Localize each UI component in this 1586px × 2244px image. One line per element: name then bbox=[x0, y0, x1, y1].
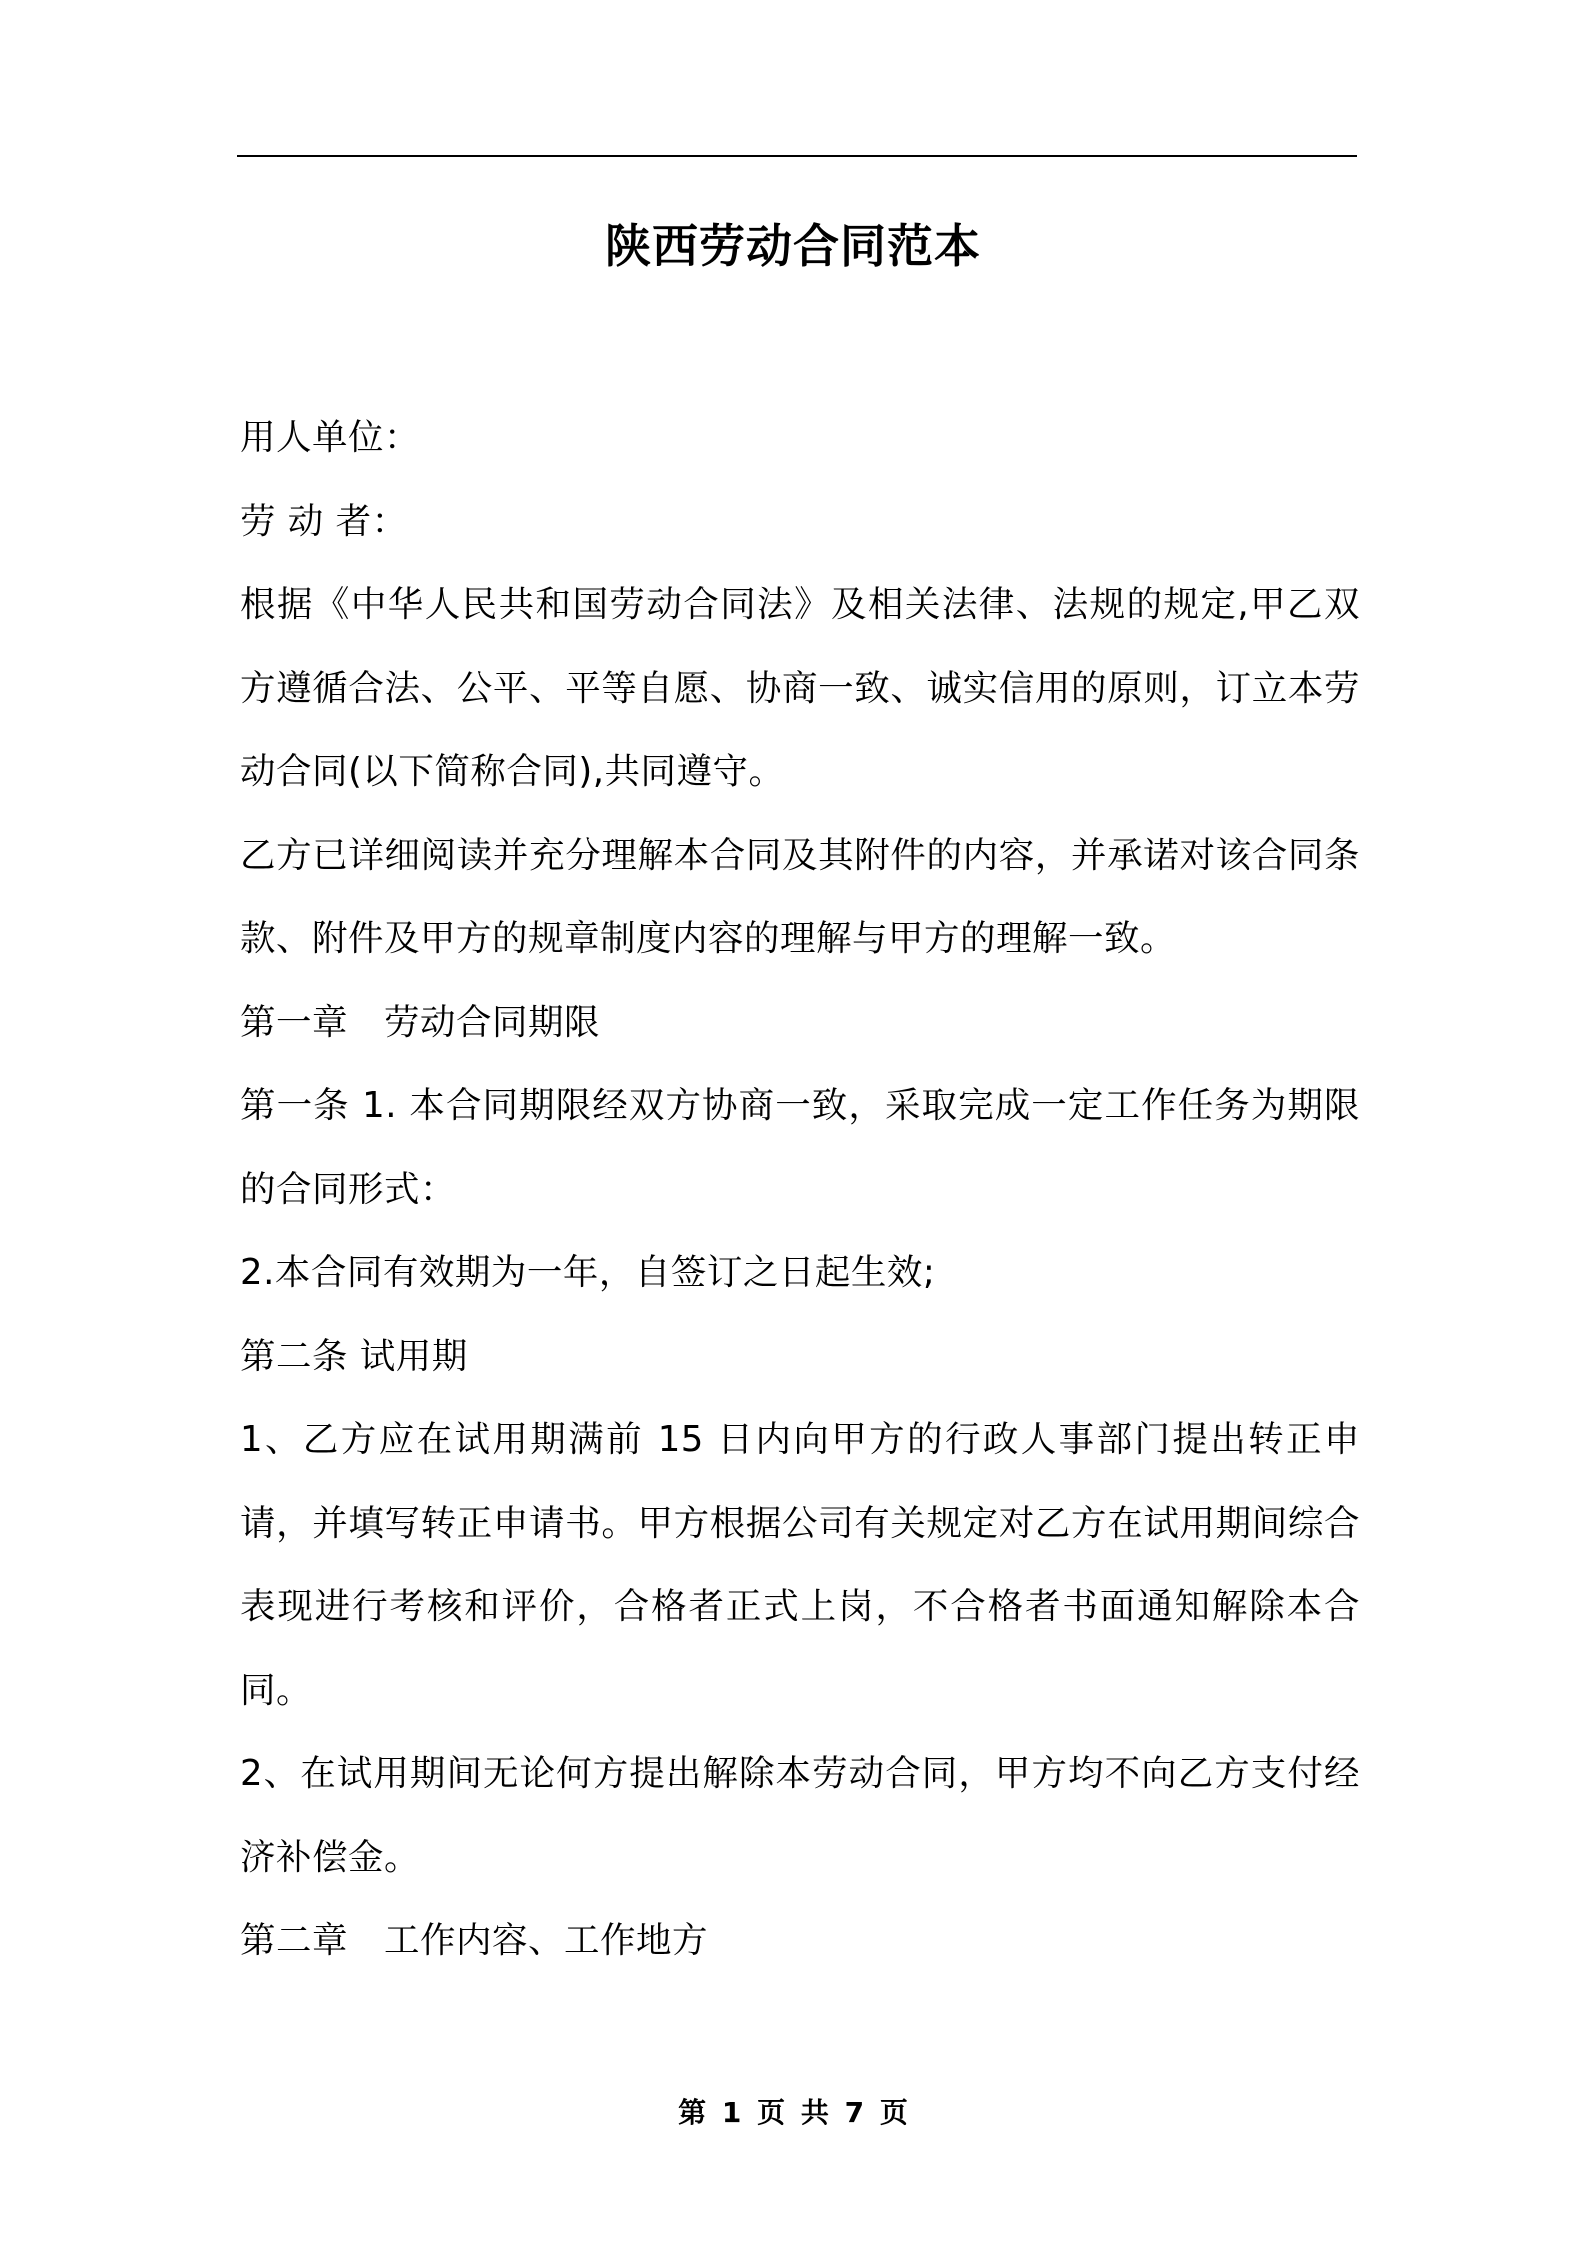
page-footer: 第 1 页 共 7 页 bbox=[678, 2096, 908, 2129]
intro-paragraph: 根据《中华人民共和国劳动合同法》及相关法律、法规的规定,甲乙双方遵循合法、公平、平等自愿、协商一致、诚实信用的原则，订立本劳动合同(以下简称合同),共同遵守。 bbox=[240, 584, 1360, 792]
article-1-clause-2: 2.本合同有效期为一年，自签订之日起生效; bbox=[240, 1252, 936, 1293]
acknowledgement-paragraph: 乙方已详细阅读并充分理解本合同及其附件的内容，并承诺对该合同条款、附件及甲方的规章制度内容的理解与甲方的理解一致。 bbox=[240, 834, 1360, 959]
article-2-clause-2: 2、在试用期间无论何方提出解除本劳动合同，甲方均不向乙方支付经济补偿金。 bbox=[240, 1753, 1360, 1878]
employer-label: 用人单位： bbox=[240, 417, 421, 458]
document-title: 陕西劳动合同范本 bbox=[605, 219, 981, 273]
chapter-heading-2: 第二章 工作内容、工作地方 bbox=[240, 1920, 709, 1961]
article-2-heading: 第二条 试用期 bbox=[240, 1335, 468, 1377]
chapter-heading-1: 第一章 劳动合同期限 bbox=[240, 1001, 601, 1043]
article-1-clause-1: 第一条 1. 本合同期限经双方协商一致，采取完成一定工作任务为期限的合同形式： bbox=[240, 1085, 1360, 1210]
header-rule bbox=[237, 155, 1357, 157]
article-2-clause-1: 1、乙方应在试用期满前 15 日内向甲方的行政人事部门提出转正申请，并填写转正申请书。甲方根据公司有关规定对乙方在试用期间综合表现进行考核和评价，合格者正式上岗，不合格者书面通知解除本合同。 bbox=[240, 1419, 1360, 1711]
worker-label: 劳 动 者： bbox=[240, 500, 408, 542]
document-body bbox=[240, 396, 1360, 1983]
